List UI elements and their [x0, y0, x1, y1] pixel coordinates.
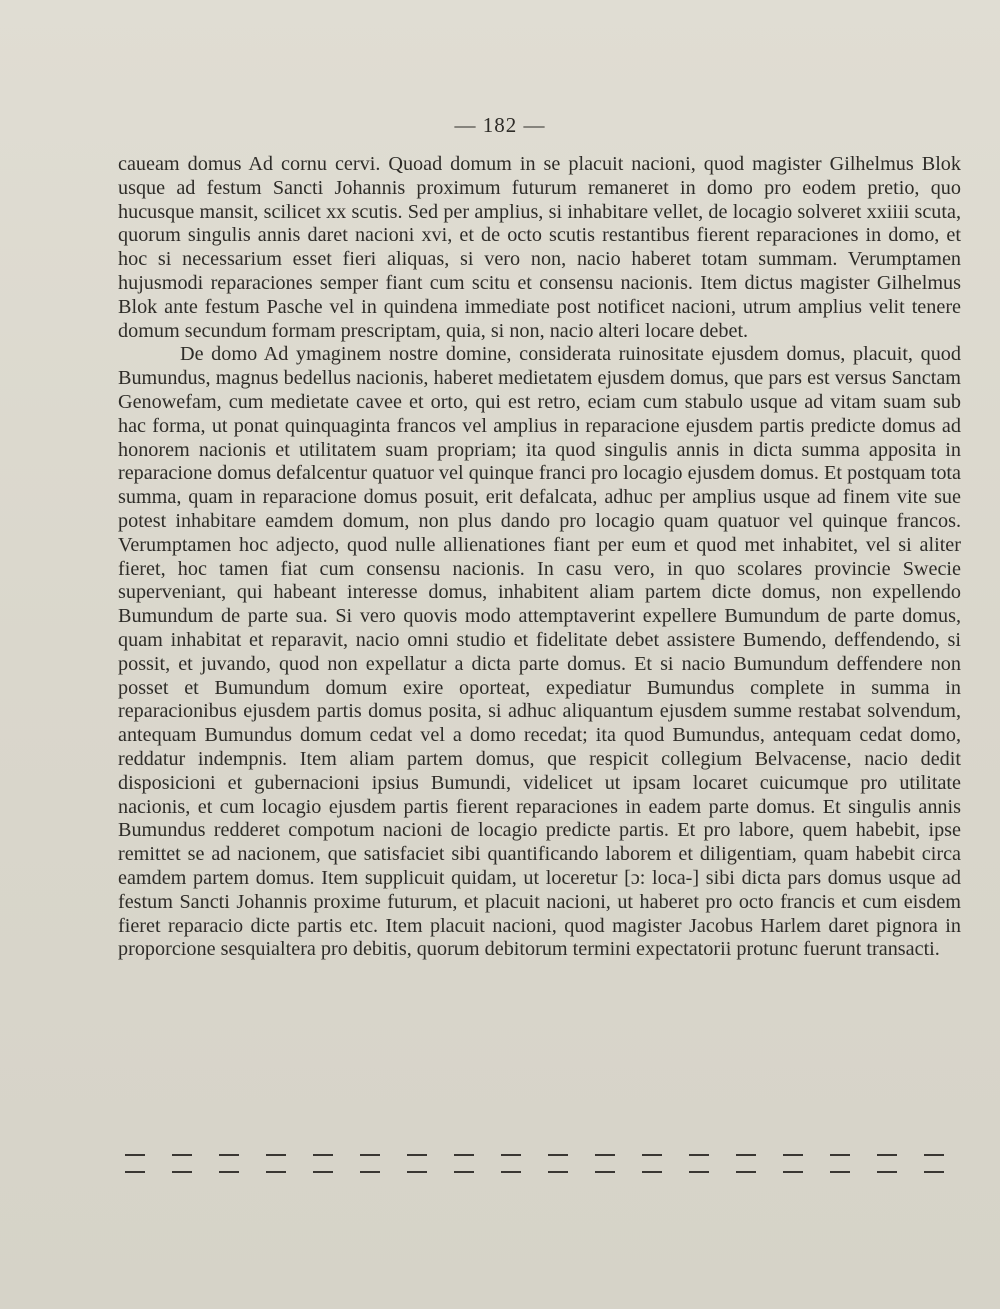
dashed-divider — [125, 1171, 951, 1173]
paragraph-2: De domo Ad ymaginem nostre domine, considerata ruinositate ejusdem domus, placuit, quod Bumundus, magnus bedellus nacionis, haberet medietatem ejusdem domus, que pars est versus Sanctam Genowefam, cum medietate cavee et orto, qui est retro, eciam cum stabulo usque ad vitam suam sub hac forma, ut ponat quinquaginta francos vel amplius in reparacione ejusdem partis predicte domus ad honorem nacionis et utilitatem suam propriam; ita quod singulis annis in dicta summa apposita in reparacione domus defalcentur quatuor vel quinque franci pro locagio ejusdem domus. Et postquam tota summa, quam in reparacione domus posuit, erit defalcata, adhuc per amplius usque ad finem vite sue potest inhabitare eamdem domum, non plus dando pro locagio quam quatuor vel quinque francos. Verumptamen hoc adjecto, quod nulle allienationes fiant per eum et quod met inhabitet, vel si aliter fieret, hoc tamen fiat cum consensu nacionis. In casu vero, in quo scolares provincie Swecie superveniant, qui habeant interesse domus, inhabitent aliam partem dicte domus, non expellendo Bumundum de parte sua. Si vero quovis modo attemptaverint expellere Bumundum de parte domus, quam inhabitat et reparavit, nacio omni studio et fidelitate debet assistere Bumendo, deffendendo, si possit, et juvando, quod non expellatur a dicta parte domus. Et si nacio Bumundum deffendere non posset et Bumundum domum exire oporteat, expediatur Bumundus complete in summa in reparacionibus ejusdem partis domus posita, si adhuc aliquantum ejusdem summe restabat solvendum, antequam Bumundus domum cedat vel a domo recedat; ita quod Bumundus, antequam cedat domo, reddatur indempnis. Item aliam partem domus, que respicit collegium Belvacense, nacio dedit disposicioni et gubernacioni ipsius Bumundi, videlicet ut ipsam locaret cuicumque pro utilitate nacionis, et cum locagio ejusdem partis fierent reparaciones in eadem parte domus. Et singulis annis Bumundus redderet compotum nacioni de locagio predicte partis. Et pro labore, quem habebit, ipse remittet se ad nacionem, que satisfaciet sibi quantificando laborem et diligentiam, quam habebit circa eamdem partem domus. Item supplicuit quidam, ut loceretur [ɔ: loca-] sibi dicta pars domus usque ad festum Sancti Johannis proxime futurum, et placuit nacioni, ut haberet pro octo francis et cum eisdem fieret reparacio dicte partis etc. Item placuit nacioni, quod magister Jacobus Harlem daret pignora in proporcione sesquialtera pro debitis, quorum debitorum termini expectatorii protunc fuerunt transacti. — [118, 343, 961, 961]
dashed-divider — [125, 1154, 951, 1156]
paragraph-1: caueam domus Ad cornu cervi. Quoad domum in se placuit nacioni, quod magister Gilhelmus Blok usque ad festum Sancti Johannis proximum futurum remaneret in domo pro eodem pretio, quo hucusque mansit, scilicet xx scutis. Sed per amplius, si inhabitare vellet, de locagio solveret xxiiii scuta, quorum singulis annis daret nacioni xvi, et de octo scutis restantibus fierent reparaciones in domo, et hoc si necessarium esset fieri aliquas, si vero non, nacio haberet totam summam. Verumptamen hujusmodi reparaciones semper fiant cum scitu et consensu nacionis. Item dictus magister Gilhelmus Blok ante festum Pasche vel in quindena immediate post notificet nacioni, utrum amplius velit tenere domum secundum formam prescriptam, quia, si non, nacio alteri locare debet. — [118, 153, 961, 342]
body-text — [118, 153, 961, 962]
page-number: — 182 — — [454, 113, 546, 137]
